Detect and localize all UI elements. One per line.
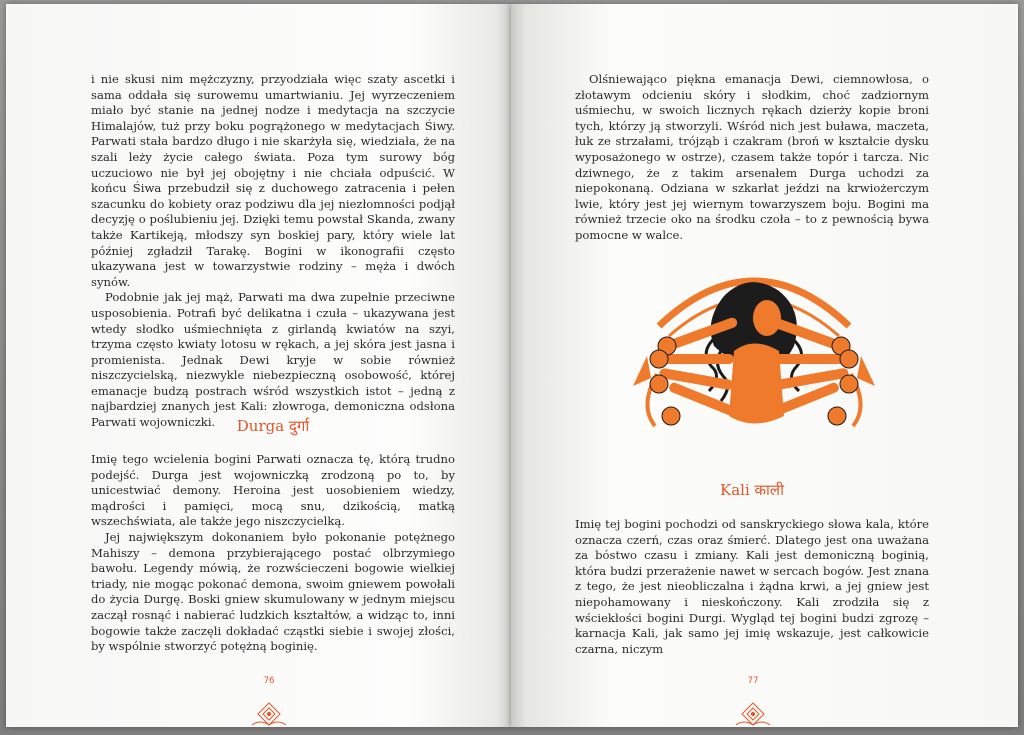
paragraph: Jej największym dokonaniem było pokonanie potężnego Mahiszy – demona przybierającego postać olbrzymiego bawołu. Legendy mówią, że rozwścieczeni bogowie wielkiej triady, nie mogąc pokonać demona, swoim gniewem powołali do życia Durgę. Boski gniew skumulowany w jednym miejscu zaczął rosnąć i nabierać ludzkich kształtów, a widząc to, inni bogowie także zaczęli dokładać cząstki siebie i swojej złości, by wspólnie stworzyć potężną boginię. xyxy=(91,529,455,654)
right-body-text-2 xyxy=(575,517,929,657)
paragraph: Olśniewająco piękna emanacja Dewi, ciemnowłosa, o złotawym odcieniu skóry i słodkim, choć zadziornym uśmiechu, w swoich licznych rękach dzierży kopie broni tych, którzy ją stworzyli. Wśród nich jest buława, maczeta, łuk ze strzałami, trójząb i czakram (broń w kształcie dysku wyposażonego w ostrze), czasem także topór i tarcza. Nic dziwnego, że z takim arsenałem Durga uchodzi za niepokonaną. Odziana w szkarłat jeździ na krwiożerczym lwie, który jest jej wiernym towarzyszem boju. Bogini ma również trzecie oko na środku czoła – to z pewnością bywa pomocne w walce. xyxy=(575,72,929,242)
left-body-text-2 xyxy=(91,452,455,655)
paragraph: Podobnie jak jej mąż, Parwati ma dwa zupełnie przeciwne usposobienia. Potrafi być delikatna i czuła – ukazywana jest wtedy słodko uśmiechnięta z girlandą kwiatów na szyi, trzyma często kwiaty lotosu w rękach, a jej skóra jest jasna i promienista. Jednak Dewi kryje w sobie również niszczycielską, niezwykle niebezpieczną osobowość, której emanacje budzą postrach wśród wszystkich istot – jedną z najbardziej znanych jest Kali: złowroga, demoniczna odsłona Parwati wojowniczki. xyxy=(91,290,455,430)
paragraph: Imię tego wcielenia bogini Parwati oznacza tę, którą trudno podejść. Durga jest wojowniczką zrodzoną po to, by unicestwiać demony. Heroina jest uosobieniem wiedzy, mądrości i pamięci, mocą snu, dzikością, matką wszechświata, ale także jego niszczycielką. xyxy=(91,452,455,529)
section-heading-kali: Kali काली xyxy=(720,481,784,499)
page-number: 77 xyxy=(747,676,759,686)
left-page xyxy=(6,4,511,727)
right-page xyxy=(511,4,1018,727)
paragraph: i nie skusi nim mężczyzny, przyodziała więc szaty ascetki i sama oddała się surowemu umartwianiu. Jej wyrzeczeniem miało być stanie na jednej nodze i medytacja na szczycie Himalajów, tuż przy boku pogrążonego w medytacjach Śiwy. Parwati stała bardzo długo i nie skarżyła się, wiedziała, że na szali leży życie całego świata. Poza tym surowy bóg uczuciowo nie był jej obojętny i nie chciała odpuścić. W końcu Śiwa przebudził się z duchowego zatracenia i pełen szacunku do kobiety oraz podziwu dla jej niezłomności podjął decyzję o poślubieniu jej. Dzięki temu powstał Skanda, zwany także Kartikeją, młodszy syn boskiej pary, który wiele lat później zgładził Tarakę. Bogini w ikonografii często ukazywana jest w towarzystwie rodziny – męża i dwóch synów. xyxy=(91,72,455,289)
ornament-icon xyxy=(734,701,772,727)
section-heading-durga: Durga दुर्गा xyxy=(236,417,310,435)
goddess-illustration xyxy=(629,266,879,436)
paragraph: Imię tej bogini pochodzi od sanskryckiego słowa kala, które oznacza czerń, czas oraz śmierć. Dlatego jest ona uważana za bóstwo czasu i zmiany. Kali jest demoniczną boginią, która budzi przerażenie nawet w sercach bogów. Jest znana z tego, że jest nieobliczalna i żądna krwi, a jej gniew jest niepohamowany i nieskończony. Kali zrodziła się z wściekłości bogini Durgi. Wygląd tej bogini budzi zgrozę – karnacja Kali, jak samo jej imię wskazuje, jest całkowicie czarna, niczym xyxy=(575,517,929,656)
page-number: 76 xyxy=(263,676,275,686)
ornament-icon xyxy=(250,701,288,727)
right-body-text-1 xyxy=(575,72,929,244)
left-body-text-1 xyxy=(91,72,455,431)
